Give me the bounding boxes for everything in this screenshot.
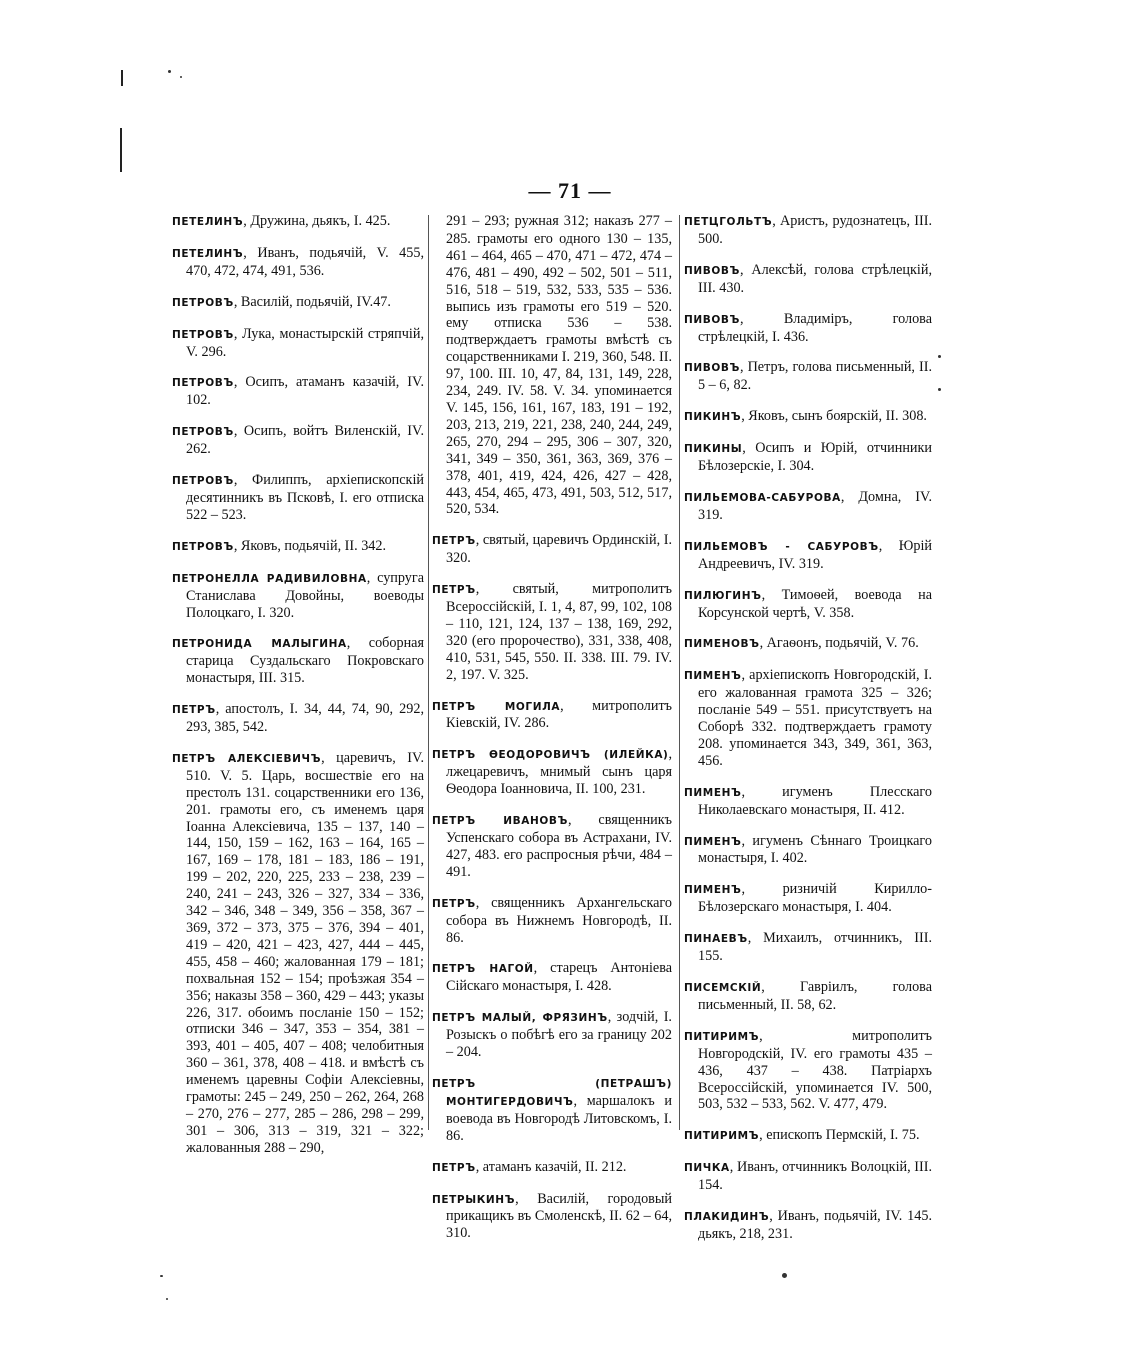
- entry-headword: ПИМЕНЪ: [684, 835, 742, 848]
- index-entry: [432, 1075, 672, 1145]
- entry-headword: ПЕТРЪ: [432, 1161, 476, 1174]
- index-entry: [432, 213, 672, 518]
- index-entry: [172, 213, 424, 231]
- entry-headword: ПЕТРОВЪ: [172, 540, 234, 553]
- entry-text: , святый, митрополитъ Всероссійскій, I. 1, 4, 87, 99, 102, 108 – 110, 121, 124, 137 – 138, 169, 292, 320 (его пророчество), 331, 338, 408, 410, 531, 545, 550. II. 338. III. 79. IV. 2, 197. V. 325.: [446, 581, 672, 683]
- index-entry: [172, 570, 424, 622]
- entry-headword: ПЕТРОВЪ: [172, 475, 234, 488]
- scan-speck: [938, 388, 941, 391]
- entry-headword: ПЕТРЪ НАГОЙ: [432, 963, 534, 976]
- entry-headword: ПЕТРОНИДА МАЛЫГИНА: [172, 638, 347, 651]
- index-entry: [684, 311, 932, 346]
- entry-headword: ПЕТРОВЪ: [172, 426, 234, 439]
- scan-speck: [168, 70, 171, 73]
- entry-headword: ПИЛЮГИНЪ: [684, 589, 762, 602]
- page-number: — 71 —: [528, 178, 612, 203]
- entry-headword: ПЕТРЪ: [432, 584, 476, 597]
- index-entry: [684, 408, 932, 426]
- entry-headword: ПИВОВЪ: [684, 313, 740, 326]
- index-entry: [432, 895, 672, 947]
- entry-headword: ПИЛЬЕМОВА-САБУРОВА: [684, 491, 841, 504]
- index-entry: [684, 833, 932, 868]
- entry-text: , старецъ Антоніева Сійскаго монастыря, I. 428.: [446, 960, 672, 995]
- index-entry: [684, 667, 932, 769]
- entry-text: , Лука, монастырскій стряпчій, V. 296.: [186, 325, 424, 360]
- entry-headword: ПИМЕНЪ: [684, 670, 742, 683]
- entry-text: , Яковъ, подьячій, II. 342.: [233, 537, 387, 554]
- entry-text: , маршалокъ и воевода въ Новгородѣ Литовскомъ, I. 86.: [446, 1092, 672, 1144]
- index-entry: [684, 635, 932, 653]
- entry-headword: ПИЧКА: [684, 1162, 730, 1175]
- entry-text: , Осипъ и Юрій, отчинники Бѣлозерскіе, I. 304.: [698, 440, 932, 475]
- index-entry: [432, 532, 672, 567]
- column-rule: [679, 215, 680, 1130]
- entry-text: , апостолъ, I. 34, 44, 74, 90, 292, 293, 385, 542.: [186, 701, 424, 736]
- entry-text: , игуменъ Сѣннаго Троицкаго монастыря, I. 402.: [698, 832, 932, 867]
- index-entry: [432, 1191, 672, 1243]
- index-entry: [684, 881, 932, 916]
- index-entry: [172, 326, 424, 361]
- index-entry: [432, 1159, 672, 1177]
- index-entry: [684, 213, 932, 248]
- entry-headword: ПЕТРЪ АЛЕКСІЕВИЧЪ: [172, 752, 322, 765]
- entry-headword: ПИМЕНЪ: [684, 786, 742, 799]
- index-entry: [432, 812, 672, 881]
- index-entry: [432, 960, 672, 995]
- entry-headword: ПИКИНЪ: [684, 411, 742, 424]
- entry-text: 291 – 293; ружная 312; наказъ 277 – 285. грамоты его одного 130 – 135, 461 – 464, 465 – 470, 471 – 472, 474 – 476, 481 – 490, 492 – 502, 501 – 511, 516, 518 – 519, 532, 533, 535 – 536. выпись изъ грамоты его 519 – 520. ему отписка 536 – 538. подтверждаетъ грамоты вмѣстѣ съ соцарственниками I. 219, 360, 548. II. 97, 100. III. 10, 47, 84, 131, 149, 228, 234, 249. IV. 58. V. 34. упоминается V. 145, 156, 161, 167, 183, 191 – 192, 203, 213, 219, 221, 238, 240, 244, 249, 265, 270, 294 – 295, 306 – 307, 320, 341, 349 – 350, 361, 363, 369, 376 – 378, 401, 419, 424, 426, 427 – 428, 443, 454, 465, 473, 491, 503, 512, 517, 520, 534.: [446, 213, 672, 518]
- index-entry: [172, 750, 424, 1157]
- entry-headword: ПЕТЕЛИНЪ: [172, 216, 244, 228]
- scan-speck: [166, 1298, 168, 1300]
- index-entry: [684, 1208, 932, 1243]
- entry-headword: ПИСЕМСКІЙ: [684, 982, 762, 994]
- entry-headword: ПЕТРОНЕЛЛА РАДИВИЛОВНА: [172, 572, 367, 585]
- entry-text: , Гавріилъ, голова письменный, II. 58, 62.: [698, 979, 932, 1013]
- index-entry: [172, 294, 424, 312]
- entry-text: , игуменъ Плесскаго Николаевскаго монастыря, II. 412.: [698, 783, 932, 818]
- index-entry: [172, 245, 424, 280]
- entry-headword: ПЕТЕЛИНЪ: [172, 247, 244, 260]
- entry-headword: ПИТИРИМЪ: [684, 1130, 760, 1143]
- index-entry: [172, 472, 424, 524]
- entry-headword: ПЕТРЫКИНЪ: [432, 1193, 516, 1206]
- index-entry: [172, 538, 424, 556]
- entry-headword: ПИТИРИМЪ: [684, 1030, 760, 1043]
- entry-text: , священникъ Успенскаго собора въ Астрахани, IV. 427, 483. его распросныя рѣчи, 484 – 491.: [446, 812, 672, 880]
- entry-headword: ПИНАЕВЪ: [684, 933, 748, 946]
- index-entry: [684, 784, 932, 819]
- entry-text: , супруга Станислава Довойны, воеводы Полоцкаго, I. 320.: [186, 569, 424, 621]
- index-entry: [172, 423, 424, 458]
- margin-mark: [121, 70, 123, 86]
- index-entry: [432, 581, 672, 683]
- entry-text: , святый, царевичъ Ординскій, I. 320.: [446, 532, 672, 567]
- entry-text: , митрополитъ Кіевскій, IV. 286.: [446, 697, 672, 732]
- entry-headword: ПИМЕНЪ: [684, 884, 742, 897]
- entry-text: , митрополитъ Новгородскій, IV. его грамоты 435 – 436, 437 – 438. Патріархъ Всероссійскій, упоминается IV. 500, 503, 532 – 533, 562. V. 477, 479.: [698, 1027, 932, 1113]
- entry-text: , Яковъ, сынъ боярскій, II. 308.: [741, 408, 927, 425]
- entry-text: , ризничій Кирилло-Бѣлозерскаго монастыря, I. 404.: [698, 881, 932, 916]
- entry-headword: ПЕТРЪ: [432, 535, 476, 548]
- entry-headword: ПИКИНЫ: [684, 443, 743, 456]
- entry-text: , священникъ Архангельскаго собора въ Нижнемъ Новгородѣ, II. 86.: [446, 894, 672, 946]
- entry-headword: ПЕТРОВЪ: [172, 328, 234, 341]
- entry-headword: ПЕТРЪ МОГИЛА: [432, 700, 561, 713]
- column-rule: [428, 215, 429, 1130]
- entry-headword: ПЕТРЪ: [432, 897, 476, 910]
- index-column-3: [684, 213, 932, 1257]
- index-entry: [684, 1028, 932, 1114]
- entry-text: , царевичъ, IV. 510. V. 5. Царь, восшествіе его на престолъ 131. соцарственники его 136, 201. грамоты его, съ именемъ царя Іоанна Алексіевича, 135 – 137, 140 – 144, 150, 159 – 162, 163 – 164, 165 – 167, 169 – 178, 181 – 183, 186 – 191, 199 – 202, 220, 225, 233 – 238, 239 – 240, 241 – 243, 326 – 327, 334 – 336, 342 – 346, 348 – 349, 356 – 358, 367 – 369, 372 – 373, 375 – 376, 394 – 401, 419 – 420, 421 – 423, 427, 444 – 445, 455, 458 – 460; жалованная 179 – 181; похвальная 152 – 154; проѣзжая 354 – 356; наказы 358 – 360, 429 – 443; указы 226, 317. обоимъ посланіе 150 – 152; отписки 346 – 347, 353 – 354, 381 – 393, 401 – 405, 407 – 408; челобитныя 360 – 361, 378, 408 – 418. и вмѣстѣ съ именемъ царевны Софіи Алексіевны, грамоты: 245 – 249, 250 – 262, 264, 268 – 270, 276 – 277, 285 – 286, 298 – 299, 301 – 306, 313 – 319, 321 – 322; жалованныя 288 – 290,: [186, 749, 424, 1156]
- entry-text: , Аристъ, рудознатецъ, III. 500.: [698, 213, 932, 247]
- entry-text: , Алексѣй, голова стрѣлецкій, III. 430.: [698, 261, 932, 296]
- entry-headword: ПЕТРЪ МАЛЫЙ, ФРЯЗИНЪ: [432, 1012, 608, 1025]
- entry-text: , атаманъ казачій, II. 212.: [475, 1158, 627, 1175]
- scan-speck: [938, 355, 941, 358]
- scan-speck: [782, 1273, 787, 1278]
- index-entry: [172, 635, 424, 687]
- index-entry: [432, 1009, 672, 1061]
- entry-text: , соборная старица Суздальскаго Покровскаго монастыря, III. 315.: [186, 635, 424, 687]
- entry-headword: ПЕТРЪ ИВАНОВЪ: [432, 815, 568, 828]
- entry-headword: ПЕТРЪ: [172, 704, 216, 717]
- entry-text: , зодчій, I. Розыскъ о побѣгѣ его за границу 202 – 204.: [446, 1009, 672, 1061]
- index-entry: [684, 930, 932, 965]
- entry-text: , Иванъ, подьячій, IV. 145. дьякъ, 218, 231.: [698, 1208, 932, 1242]
- scan-speck: [160, 1275, 163, 1277]
- index-entry: [172, 374, 424, 409]
- entry-text: , Владиміръ, голова стрѣлецкій, I. 436.: [698, 310, 932, 345]
- index-entry: [432, 746, 672, 798]
- index-entry: [684, 1159, 932, 1194]
- index-entry: [684, 440, 932, 475]
- entry-headword: ПИВОВЪ: [684, 362, 740, 375]
- margin-mark: [120, 128, 122, 172]
- entry-headword: ПЕТРОВЪ: [172, 377, 234, 390]
- entry-text: , Василій, подьячій, IV.47.: [233, 293, 391, 310]
- entry-text: , Дружина, дьякъ, I. 425.: [243, 213, 391, 229]
- entry-text: , Михаилъ, отчинникъ, III. 155.: [698, 930, 932, 965]
- entry-headword: ПЕТЦГОЛЬТЪ: [684, 216, 773, 228]
- entry-text: , Осипъ, войтъ Виленскій, IV. 262.: [186, 423, 424, 458]
- index-entry: [432, 698, 672, 733]
- entry-headword: ПИЛЬЕМОВЪ - САБУРОВЪ: [684, 540, 879, 553]
- entry-headword: ПЕТРЪ (ПЕТРАШЪ) МОНТИГЕРДОВИЧЪ: [432, 1077, 672, 1108]
- index-entry: [684, 262, 932, 297]
- entry-text: , Иванъ, подьячій, V. 455, 470, 472, 474, 491, 536.: [186, 244, 424, 279]
- entry-headword: ПЛАКИДИНЪ: [684, 1211, 770, 1224]
- index-entry: [684, 538, 932, 573]
- index-entry: [684, 1127, 932, 1145]
- entry-headword: ПЕТРОВЪ: [172, 296, 234, 309]
- entry-text: , Филиппъ, архіепископскій десятинникъ въ Псковѣ, I. его отписка 522 – 523.: [186, 472, 424, 523]
- index-entry: [684, 587, 932, 622]
- entry-headword: ПИВОВЪ: [684, 264, 740, 277]
- index-entry: [684, 979, 932, 1014]
- entry-text: , Осипъ, атаманъ казачій, IV. 102.: [186, 374, 424, 409]
- entry-text: , епископъ Пермскій, I. 75.: [759, 1127, 920, 1144]
- entry-text: , Иванъ, отчинникъ Волоцкій, III. 154.: [698, 1159, 932, 1194]
- entry-headword: ПИМЕНОВЪ: [684, 638, 760, 651]
- entry-text: , архіепископъ Новгородскій, I. его жалованная грамота 325 – 326; посланіе 549 – 551. присутствуетъ на Соборѣ 332. подтверждаетъ грамоту 208. упоминается 343, 349, 361, 363, 456.: [698, 667, 932, 769]
- index-column-1: [172, 213, 424, 1171]
- entry-text: , Тимоѳей, воевода на Корсунской чертѣ, V. 358.: [698, 586, 932, 621]
- entry-headword: ПЕТРЪ ѲЕОДОРОВИЧЪ (ИЛЕЙКА): [432, 749, 669, 762]
- scan-speck: [180, 76, 182, 78]
- entry-text: , лжецаревичъ, мнимый сынъ царя Ѳеодора Іоанновича, II. 100, 231.: [446, 746, 672, 798]
- index-entry: [684, 489, 932, 524]
- entry-text: , Петръ, голова письменный, II. 5 – 6, 82.: [698, 359, 932, 394]
- index-entry: [684, 359, 932, 394]
- index-column-2: [432, 213, 672, 1256]
- entry-text: , Домна, IV. 319.: [698, 488, 932, 523]
- entry-text: , Агаѳонъ, подьячій, V. 76.: [759, 635, 919, 652]
- index-entry: [172, 701, 424, 736]
- entry-text: , Юрій Андреевичъ, IV. 319.: [698, 537, 932, 572]
- entry-text: , Василій, городовый прикащикъ въ Смоленскѣ, II. 62 – 64, 310.: [446, 1190, 672, 1242]
